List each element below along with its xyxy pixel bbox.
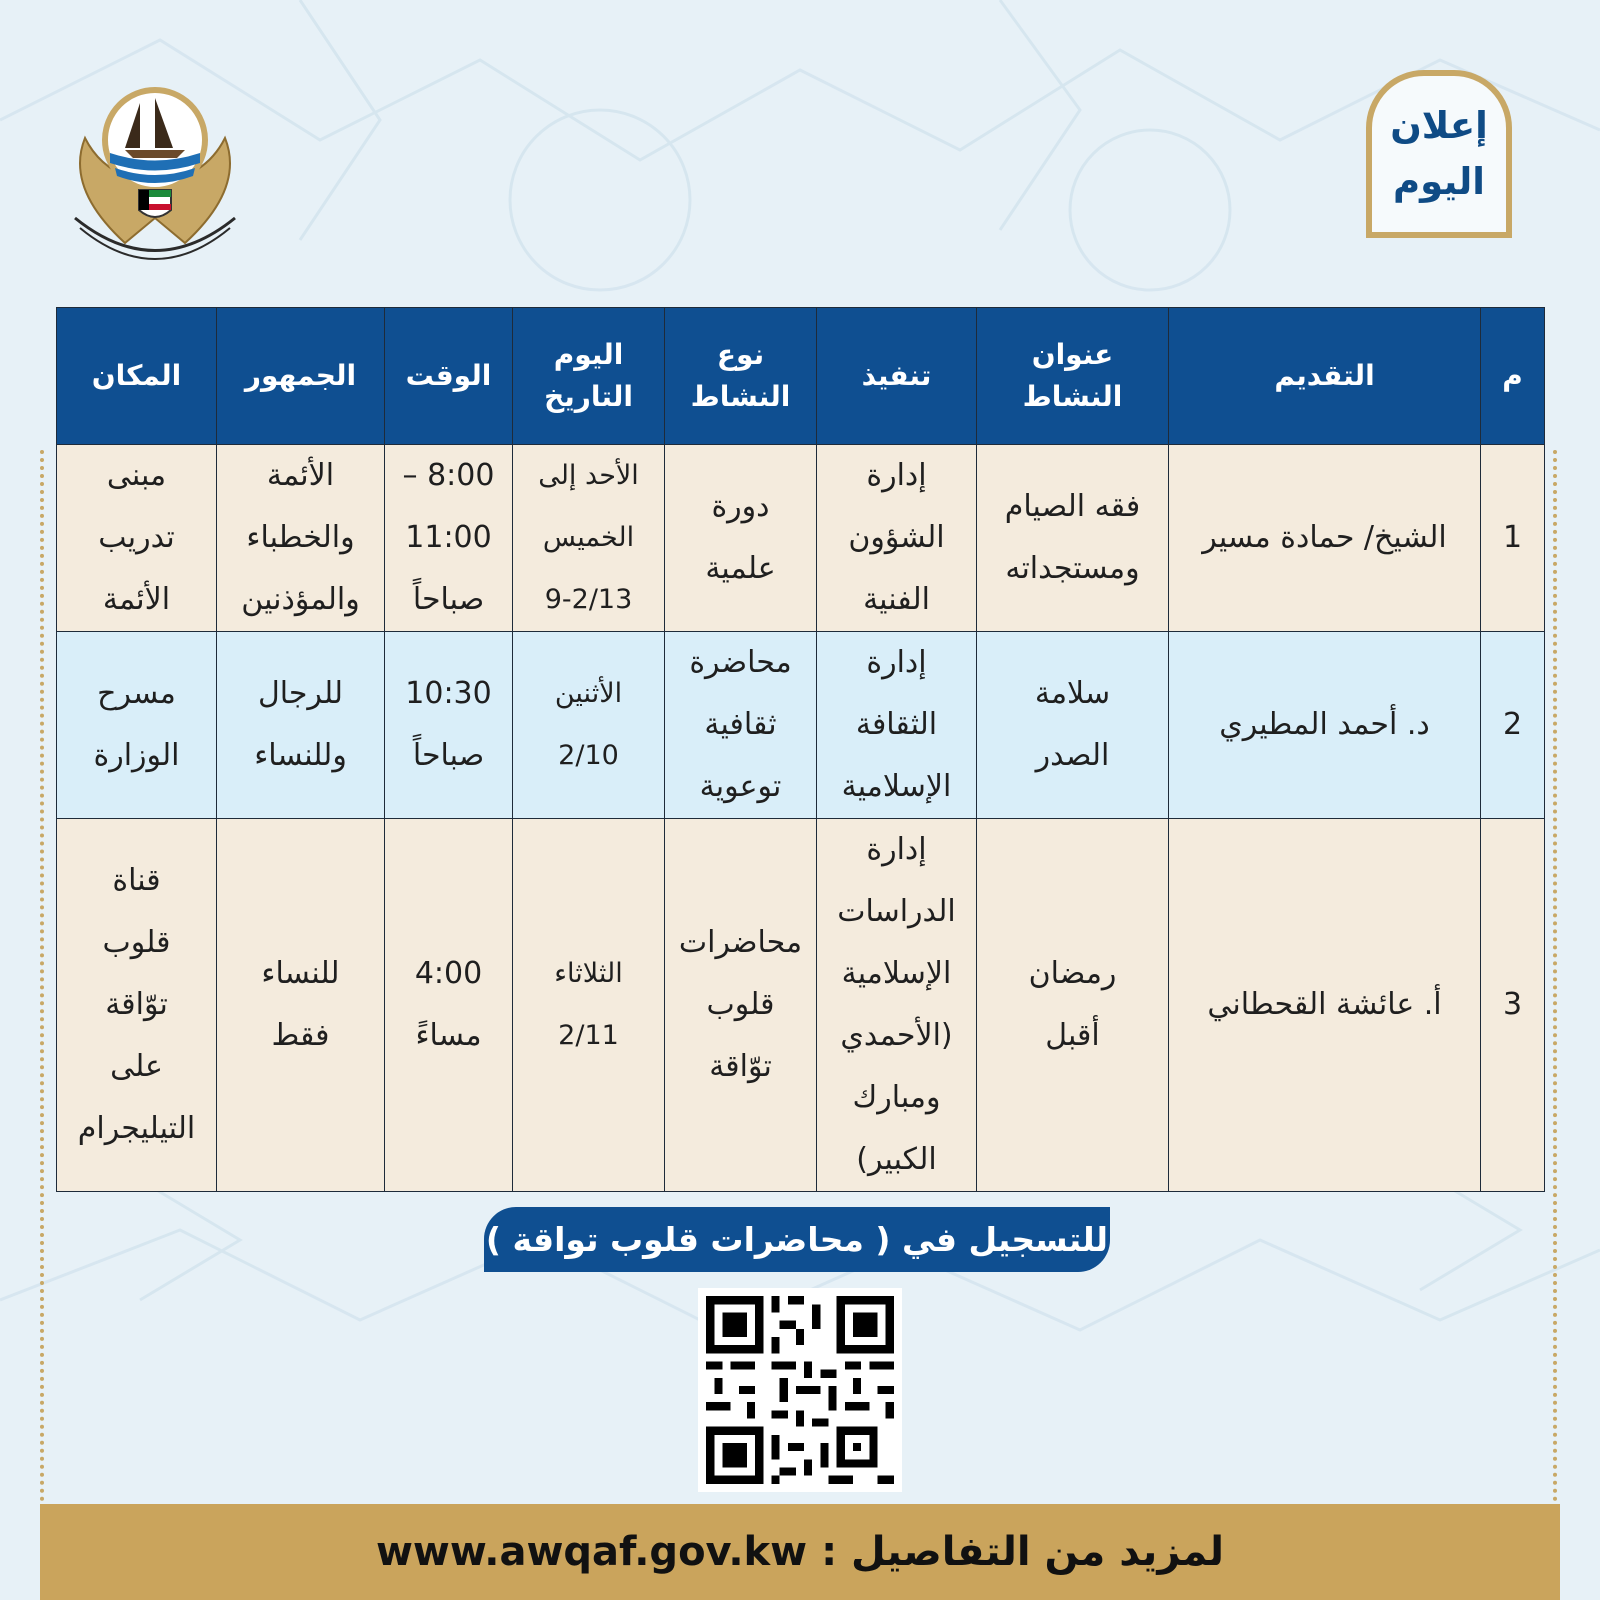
dotted-border-left <box>40 450 44 1502</box>
cell-audience: للنساء فقط <box>217 819 385 1192</box>
cell-organizer: إدارة الثقافة الإسلامية <box>817 632 977 819</box>
announcement-title-badge <box>1366 70 1512 238</box>
table-row <box>57 445 1545 632</box>
activities-table <box>56 307 1545 1192</box>
cell-activity-type: محاضرات قلوب توّاقة <box>665 819 817 1192</box>
cell-audience: للرجال وللنساء <box>217 632 385 819</box>
cell-place: قناة قلوب توّاقة على التيليجرام <box>57 819 217 1192</box>
header-presenter: التقديم <box>1169 308 1481 445</box>
header-time: الوقت <box>385 308 513 445</box>
cell-activity-title: سلامة الصدر <box>977 632 1169 819</box>
qr-code-icon[interactable] <box>698 1288 902 1492</box>
registration-label: للتسجيل في ( محاضرات قلوب تواقة ) <box>485 1220 1109 1259</box>
cell-time: 10:30 صباحاً <box>385 632 513 819</box>
footer-bar <box>40 1504 1560 1600</box>
cell-day-date: الثلاثاء 2/11 <box>513 819 665 1192</box>
cell-day-date: الأحد إلى الخميس 9-2/13 <box>513 445 665 632</box>
footer-label: لمزيد من التفاصيل : <box>821 1529 1225 1575</box>
cell-place: مبنى تدريب الأئمة <box>57 445 217 632</box>
cell-organizer: إدارة الدراسات الإسلامية (الأحمدي ومبارك الكبير) <box>817 819 977 1192</box>
cell-presenter: د. أحمد المطيري <box>1169 632 1481 819</box>
header-organizer: تنفيذ <box>817 308 977 445</box>
cell-num: 1 <box>1481 445 1545 632</box>
cell-activity-type: محاضرة ثقافية توعوية <box>665 632 817 819</box>
cell-presenter: أ. عائشة القحطاني <box>1169 819 1481 1192</box>
ministry-emblem-icon <box>55 68 255 268</box>
header-activity-title: عنوان النشاط <box>977 308 1169 445</box>
table-row <box>57 632 1545 819</box>
cell-day-date: الأثنين 2/10 <box>513 632 665 819</box>
header-audience: الجمهور <box>217 308 385 445</box>
cell-time: 4:00 مساءً <box>385 819 513 1192</box>
footer-website-link[interactable]: www.awqaf.gov.kw <box>375 1529 808 1575</box>
cell-presenter: الشيخ/ حمادة مسير <box>1169 445 1481 632</box>
table-header-row <box>57 308 1545 445</box>
header-activity-type: نوع النشاط <box>665 308 817 445</box>
cell-time: 8:00 – 11:00 صباحاً <box>385 445 513 632</box>
cell-activity-title: رمضان أقبل <box>977 819 1169 1192</box>
header-day-date: اليوم التاريخ <box>513 308 665 445</box>
cell-activity-title: فقه الصيام ومستجداته <box>977 445 1169 632</box>
cell-num: 3 <box>1481 819 1545 1192</box>
cell-organizer: إدارة الشؤون الفنية <box>817 445 977 632</box>
cell-num: 2 <box>1481 632 1545 819</box>
cell-activity-type: دورة علمية <box>665 445 817 632</box>
title-line-2: اليوم <box>1393 160 1485 203</box>
registration-banner <box>484 1207 1110 1272</box>
header-place: المكان <box>57 308 217 445</box>
header-num: م <box>1481 308 1545 445</box>
title-line-1: إعلان <box>1390 104 1488 147</box>
table-row <box>57 819 1545 1192</box>
dotted-border-right <box>1553 450 1557 1502</box>
cell-audience: الأئمة والخطباء والمؤذنين <box>217 445 385 632</box>
cell-place: مسرح الوزارة <box>57 632 217 819</box>
